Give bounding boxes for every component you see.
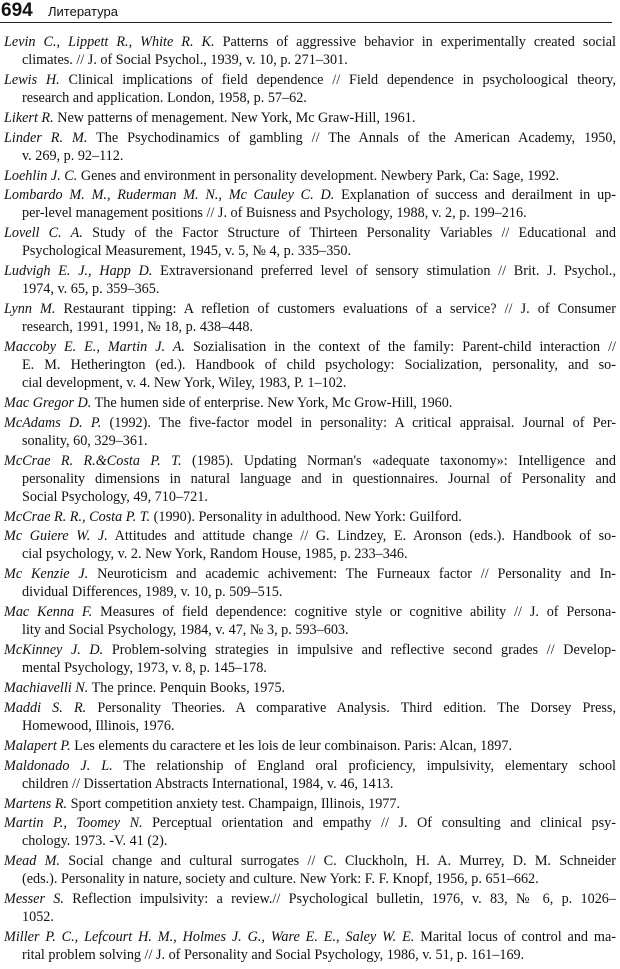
reference-author: Mc Kenzie J.: [4, 566, 89, 583]
reference-text: per-level management positions // J. of Buisness and Psychology, 1988, v. 2, p. 199–216.: [22, 205, 527, 222]
reference-text: v. 269, p. 92–112.: [22, 147, 124, 164]
reference-text: Attitudes and attitude change // G. Lindzey, E. Aronson (eds.). Handbook of so-: [114, 528, 616, 545]
reference-text: (1990). Personality in adulthood. New York: Guilford.: [153, 508, 462, 525]
reference-text: The humen side of enterprise. New York, Mc Grow-Hill, 1960.: [94, 394, 453, 411]
reference-text: Psychological Measurement, 1945, v. 5, № 4, p. 335–350.: [22, 243, 352, 260]
reference-line: [4, 338, 616, 356]
reference-line: [4, 679, 616, 697]
reference-entry: [4, 737, 616, 755]
reference-entry: [4, 641, 616, 677]
reference-line: [4, 775, 616, 793]
reference-line: [4, 356, 616, 374]
reference-author: Levin C., Lippett R., White R. K.: [4, 34, 215, 50]
reference-text: dividual Differences, 1989, v. 10, p. 509–515.: [22, 584, 283, 601]
reference-text: mental Psychology, 1973, v. 8, p. 145–178.: [22, 660, 267, 677]
running-title: Литература: [48, 4, 118, 19]
reference-entry: [4, 186, 616, 222]
reference-line: [4, 470, 616, 488]
reference-text: (eds.). Personality in nature, society and culture. New York: F. F. Knopf, 1956, p. 651–662.: [22, 871, 539, 888]
reference-entry: [4, 414, 616, 450]
reference-text: rital problem solving // J. of Personality and Social Psychology, 1986, v. 51, p. 161–169.: [22, 947, 525, 964]
reference-author: Maldonado J. L.: [4, 757, 113, 774]
reference-line: [4, 318, 616, 336]
reference-author: Lombardo M. M., Ruderman M. N., Mc Cauley C. D.: [4, 187, 335, 204]
reference-text: (1992). The five-factor model in personality: A critical appraisal. Journal of Per-: [109, 414, 617, 431]
reference-line: [4, 603, 616, 621]
reference-line: [4, 374, 616, 392]
reference-text: Marital locus of control and ma-: [420, 929, 616, 946]
reference-line: [4, 545, 616, 563]
reference-line: [4, 224, 616, 242]
reference-entry: [4, 167, 616, 185]
reference-line: [4, 928, 616, 946]
reference-line: [4, 699, 616, 717]
reference-line: [4, 167, 616, 185]
reference-entry: [4, 33, 616, 69]
reference-entry: [4, 224, 616, 260]
reference-line: [4, 51, 616, 69]
reference-entry: [4, 129, 616, 165]
reference-text: Problem-solving strategies in impulsive and reflective second grades // Develop-: [111, 642, 616, 659]
reference-text: Restaurant tipping: A refletion of customers evaluations of a service? // J. of Consumer: [63, 301, 616, 318]
reference-author: McCrae R. R.&Costa P. T.: [4, 452, 182, 469]
reference-line: [4, 414, 616, 432]
reference-entry: [4, 338, 616, 392]
reference-entry: [4, 71, 616, 107]
reference-line: [4, 565, 616, 583]
reference-author: Martens R.: [4, 795, 68, 812]
reference-line: [4, 641, 616, 659]
reference-line: [4, 262, 616, 280]
reference-text: Social Psychology, 49, 710–721.: [22, 488, 208, 505]
reference-line: [4, 300, 616, 318]
reference-author: Messer S.: [4, 891, 64, 908]
reference-text: Neuroticism and academic achivement: The Furneaux factor // Personality and In-: [97, 566, 617, 583]
reference-entry: [4, 300, 616, 336]
reference-text: Extraversionand preferred level of sensory stimulation // Brit. J. Psychol.,: [160, 263, 617, 280]
reference-entry: [4, 565, 616, 601]
reference-text: E. M. Hetherington (ed.). Handbook of child psychology: Socialization, personality, and so-: [22, 357, 616, 374]
reference-author: Mac Kenna F.: [4, 604, 93, 621]
reference-text: chology. 1973. -V. 41 (2).: [22, 833, 168, 850]
reference-line: [4, 621, 616, 639]
reference-line: [4, 795, 616, 813]
reference-text: cial development, v. 4. New York, Wiley, 1983, P. 1–102.: [22, 375, 347, 392]
reference-author: Mead M.: [4, 853, 60, 870]
reference-line: [4, 432, 616, 450]
reference-entry: [4, 814, 616, 850]
reference-author: Lovell C. A.: [4, 225, 83, 242]
reference-entry: [4, 452, 616, 506]
reference-line: [4, 280, 616, 298]
reference-text: Sozialisation in the context of the family: Parent-child interaction //: [192, 339, 616, 356]
reference-author: Linder R. M.: [4, 129, 88, 146]
reference-author: McAdams D. P.: [4, 414, 102, 431]
reference-author: Lewis H.: [4, 71, 60, 88]
reference-line: [4, 129, 616, 147]
reference-entry: [4, 527, 616, 563]
reference-line: [4, 147, 616, 165]
reference-entry: [4, 852, 616, 888]
reference-line: [4, 908, 616, 926]
reference-text: Les elements du caractere et les lois de leur combinaison. Paris: Alcan, 1897.: [74, 737, 512, 754]
reference-entry: [4, 890, 616, 926]
reference-line: [4, 814, 616, 832]
reference-text: New patterns of menagement. New York, Mc Graw-Hill, 1961.: [57, 109, 416, 126]
reference-text: sonality, 60, 329–361.: [22, 432, 148, 449]
reference-line: [4, 852, 616, 870]
reference-text: Patterns of aggressive behavior in experimentally created social: [222, 34, 616, 50]
reference-text: Personality Theories. A comparative Analysis. Third edition. The Dorsey Press,: [97, 699, 616, 716]
reference-author: McCrae R. R., Costa P. T.: [4, 508, 151, 525]
reference-author: Mc Guiere W. J.: [4, 528, 108, 545]
reference-text: (1985). Updating Norman's «adequate taxonomy»: Intelligence and: [191, 452, 616, 469]
reference-author: Maddi S. R.: [4, 699, 87, 716]
reference-text: Clinical implications of field dependence // Field dependence in psycholoogical theory,: [68, 71, 617, 88]
reference-line: [4, 508, 616, 526]
reference-author: Machiavelli N.: [4, 680, 89, 697]
reference-line: [4, 394, 616, 412]
reference-entry: [4, 394, 616, 412]
reference-text: climates. // J. of Social Psychol., 1939, v. 10, p. 271–301.: [22, 52, 348, 68]
reference-text: Homewood, Illinois, 1976.: [22, 717, 175, 734]
reference-author: Martin P., Toomey N.: [4, 815, 143, 832]
reference-entry: [4, 109, 616, 127]
reference-line: [4, 452, 616, 470]
reference-author: Malapert P.: [4, 737, 71, 754]
reference-entry: [4, 679, 616, 697]
reference-text: The prince. Penquin Books, 1975.: [91, 680, 286, 697]
reference-text: lity and Social Psychology, 1984, v. 47, № 3, p. 593–603.: [22, 622, 349, 639]
reference-author: Ludvigh E. J., Happ D.: [4, 263, 153, 280]
reference-author: Loehlin J. C.: [4, 167, 78, 184]
reference-line: [4, 946, 616, 964]
reference-line: [4, 204, 616, 222]
reference-author: Lynn M.: [4, 301, 56, 318]
reference-entry: [4, 757, 616, 793]
reference-line: [4, 71, 616, 89]
reference-text: 1974, v. 65, p. 359–365.: [22, 281, 160, 298]
reference-line: [4, 890, 616, 908]
reference-line: [4, 659, 616, 677]
reference-entry: [4, 603, 616, 639]
reference-entry: [4, 508, 616, 526]
reference-line: [4, 33, 616, 51]
reference-text: Reflection impulsivity: a review.// Psychological bulletin, 1976, v. 83, № 6, p. 1026–: [72, 891, 616, 908]
reference-line: [4, 242, 616, 260]
reference-line: [4, 832, 616, 850]
reference-entry: [4, 262, 616, 298]
reference-text: Explanation of success and derailment in up-: [341, 187, 616, 204]
reference-entry: [4, 928, 616, 964]
reference-author: Miller P. C., Lefcourt H. M., Holmes J. G., Ware E. E., Saley W. E.: [4, 929, 415, 946]
reference-line: [4, 583, 616, 601]
reference-author: McKinney J. D.: [4, 642, 104, 659]
reference-author: Mac Gregor D.: [4, 394, 92, 411]
reference-line: [4, 757, 616, 775]
page-number: 694: [1, 0, 33, 21]
reference-line: [4, 109, 616, 127]
reference-line: [4, 527, 616, 545]
reference-text: cial psychology, v. 2. New York, Random House, 1985, p. 233–346.: [22, 546, 408, 563]
reference-text: Genes and environment in personality development. Newbery Park, Ca: Sage, 1992.: [80, 167, 560, 184]
reference-line: [4, 186, 616, 204]
reference-entry: [4, 699, 616, 735]
reference-list: [4, 33, 616, 966]
reference-line: [4, 488, 616, 506]
reference-text: 1052.: [22, 909, 54, 926]
reference-line: [4, 717, 616, 735]
reference-text: Perceptual orientation and empathy // J. Of consulting and clinical psy-: [152, 815, 616, 832]
reference-text: The relationship of England oral proficiency, impulsivity, elementary school: [123, 757, 617, 774]
reference-text: Study of the Factor Structure of Thirteen Personality Variables // Educational and: [92, 225, 617, 242]
page-header: [0, 0, 612, 23]
reference-line: [4, 89, 616, 107]
reference-text: personality dimensions in natural language and in questionnaires. Journal of Personality and: [22, 470, 616, 487]
reference-text: research and application. London, 1958, p. 57–62.: [22, 89, 307, 106]
reference-text: children // Dissertation Abstracts International, 1984, v. 46, 1413.: [22, 775, 394, 792]
reference-line: [4, 737, 616, 755]
reference-author: Likert R.: [4, 109, 54, 126]
reference-entry: [4, 795, 616, 813]
reference-text: The Psychodinamics of gambling // The Annals of the American Academy, 1950,: [96, 129, 616, 146]
reference-text: research, 1991, 1991, № 18, p. 438–448.: [22, 319, 254, 336]
reference-text: Social change and cultural surrogates // C. Cluckholn, H. A. Murrey, D. M. Schneider: [68, 853, 617, 870]
reference-line: [4, 870, 616, 888]
reference-text: Sport competition anxiety test. Champaign, Illinois, 1977.: [70, 795, 401, 812]
reference-author: Maccoby E. E., Martin J. A.: [4, 339, 185, 356]
reference-text: Measures of field dependence: cognitive style or cognitive ability // J. of Persona-: [100, 604, 616, 621]
